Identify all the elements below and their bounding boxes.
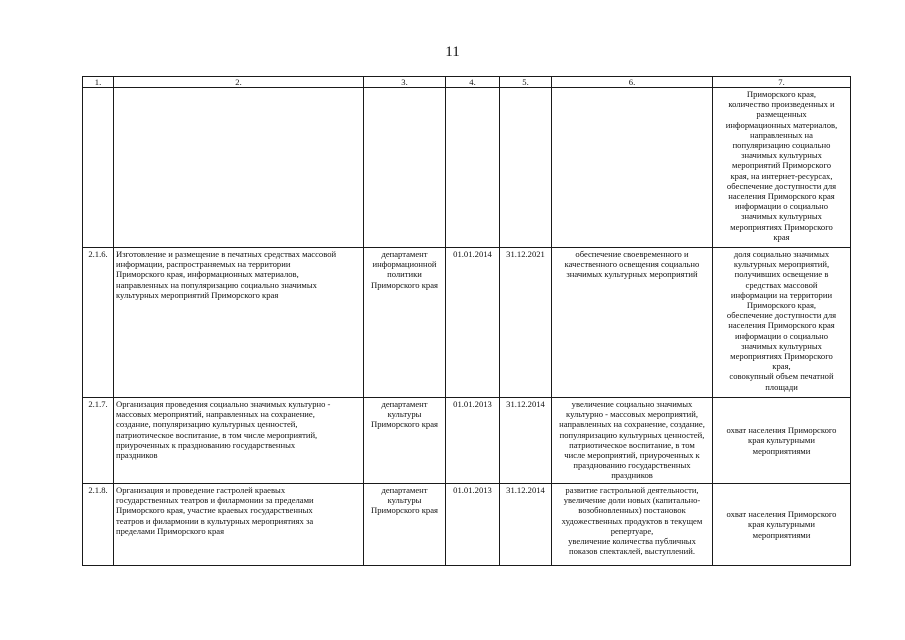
end-date-cell: 31.12.2021 [500, 248, 552, 398]
table-header-row [83, 77, 851, 88]
end-date-cell [500, 88, 552, 248]
start-date-cell [446, 88, 500, 248]
end-date-cell: 31.12.2014 [500, 484, 552, 566]
activity-name-cell: Организация и проведение гастролей краевых государственных театров и филармонии за пределами Приморского края, участие краевых государственных театров и филармонии в культурных мероприятиях за пределами Приморского края [114, 484, 364, 566]
row-number-cell [83, 88, 114, 248]
expected-result-cell: увеличение социально значимых культурно - массовых мероприятий, направленных на сохранение, создание, популяризацию культурных ценностей, патриотическое воспитание, в том числе мероприятий, приуроченных к празднованию государственных праздников [552, 398, 713, 484]
table-row [83, 484, 851, 566]
start-date-cell: 01.01.2014 [446, 248, 500, 398]
row-number-cell: 2.1.6. [83, 248, 114, 398]
executor-cell [364, 88, 446, 248]
end-date-cell: 31.12.2014 [500, 398, 552, 484]
program-table [82, 76, 851, 566]
executor-cell: департамент культуры Приморского края [364, 484, 446, 566]
activity-name-cell [114, 88, 364, 248]
column-header: 5. [500, 77, 552, 88]
indicator-cell: охват населения Приморского края культурными мероприятиями [713, 398, 851, 484]
activity-name-cell: Организация проведения социально значимых культурно - массовых мероприятий, направленных на сохранение, создание, популяризацию культурных ценностей, патриотическое воспитание, в том числе мероприятий, приуроченных к празднованию государственных праздников [114, 398, 364, 484]
activity-name-cell: Изготовление и размещение в печатных средствах массовой информации, распространяемых на территории Приморского края, информационных материалов, направленных на популяризацию социально значимых культурных мероприятий Приморского края [114, 248, 364, 398]
executor-cell: департамент информационной политики Приморского края [364, 248, 446, 398]
start-date-cell: 01.01.2013 [446, 398, 500, 484]
column-header: 1. [83, 77, 114, 88]
row-number-cell: 2.1.7. [83, 398, 114, 484]
column-header: 3. [364, 77, 446, 88]
executor-cell: департамент культуры Приморского края [364, 398, 446, 484]
column-header: 7. [713, 77, 851, 88]
page-number: 11 [445, 44, 460, 60]
expected-result-cell: обеспечение своевременного и качественного освещения социально значимых культурных мероприятий [552, 248, 713, 398]
expected-result-cell [552, 88, 713, 248]
expected-result-cell: развитие гастрольной деятельности, увеличение доли новых (капитально- возобновленных) постановок художественных продуктов в текущем репертуаре, увеличение количества публичных показов спектаклей, выступлений. [552, 484, 713, 566]
table-row [83, 398, 851, 484]
start-date-cell: 01.01.2013 [446, 484, 500, 566]
indicator-cell: охват населения Приморского края культурными мероприятиями [713, 484, 851, 566]
table-row [83, 248, 851, 398]
column-header: 6. [552, 77, 713, 88]
column-header: 4. [446, 77, 500, 88]
row-number-cell: 2.1.8. [83, 484, 114, 566]
column-header: 2. [114, 77, 364, 88]
indicator-cell: Приморского края, количество произведенных и размещенных информационных материалов, направленных на популяризацию социально значимых культурных мероприятий Приморского края, на интернет-ресурсах, обеспечение доступности для населения Приморского края информации о социально значимых культурных мероприятиях Приморского края [713, 88, 851, 248]
indicator-cell: доля социально значимых культурных мероприятий, получивших освещение в средствах массовой информации на территории Приморского края, обеспечение доступности для населения Приморского края информации о социально значимых культурных мероприятиях Приморского края, совокупный объем печатной площади [713, 248, 851, 398]
table-row [83, 88, 851, 248]
